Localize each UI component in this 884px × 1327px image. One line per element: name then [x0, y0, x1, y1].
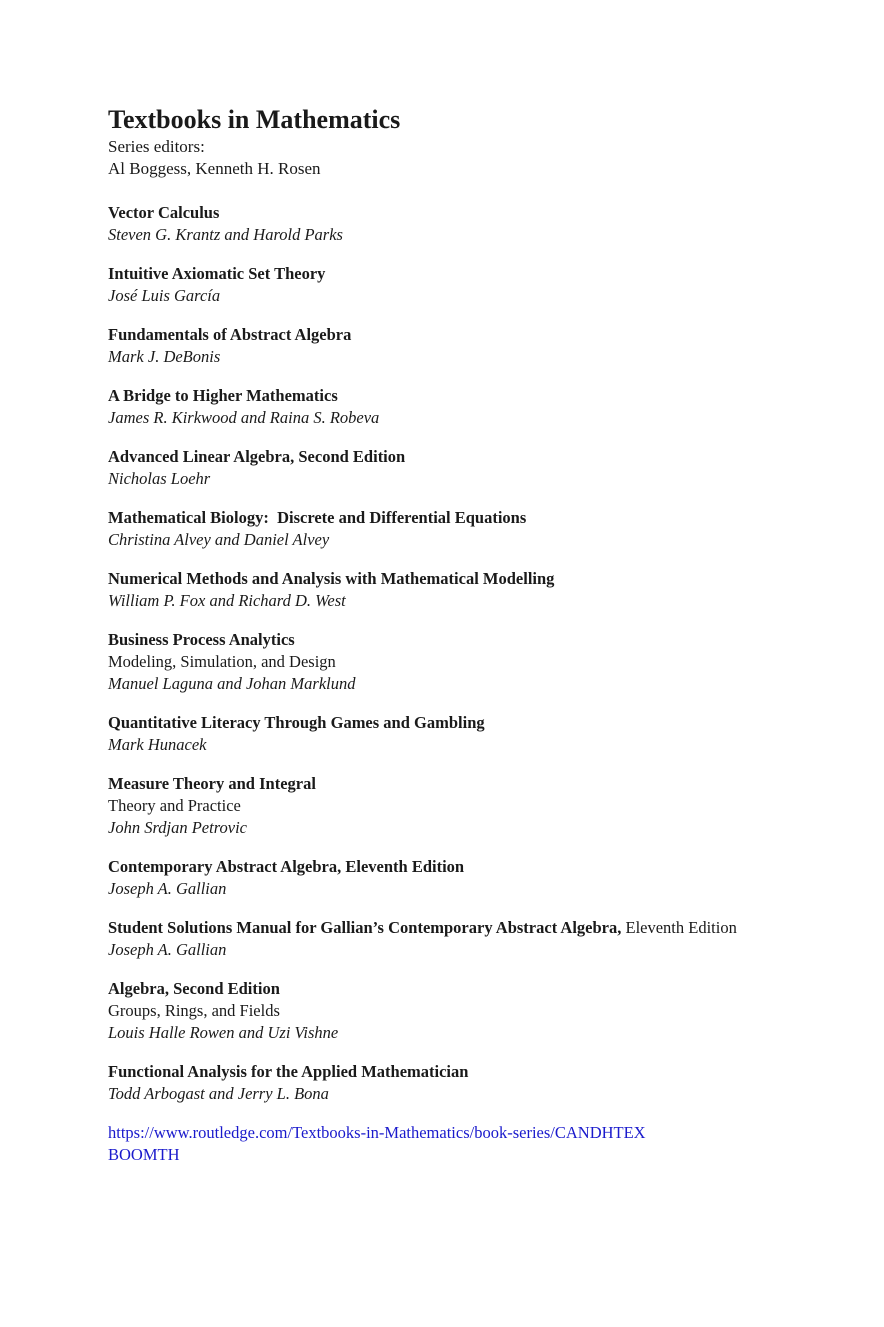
book-authors: James R. Kirkwood and Raina S. Robeva — [108, 408, 380, 427]
book-entry — [108, 712, 788, 756]
book-authors: Todd Arbogast and Jerry L. Bona — [108, 1084, 329, 1103]
book-authors: William P. Fox and Richard D. West — [108, 591, 346, 610]
book-title: Student Solutions Manual for Gallian’s Contemporary Abstract Algebra, — [108, 918, 622, 937]
series-editors-label: Series editors: — [108, 137, 205, 156]
book-title: Intuitive Axiomatic Set Theory — [108, 264, 326, 283]
book-title: Measure Theory and Integral — [108, 774, 316, 793]
book-title: Fundamentals of Abstract Algebra — [108, 325, 352, 344]
book-title: Quantitative Literacy Through Games and Gambling — [108, 713, 485, 732]
book-entry — [108, 507, 788, 551]
book-series-page — [108, 104, 788, 1166]
book-authors: Mark Hunacek — [108, 735, 207, 754]
book-entry — [108, 1061, 788, 1105]
book-authors: John Srdjan Petrovic — [108, 818, 247, 837]
book-title: Vector Calculus — [108, 203, 220, 222]
book-authors: Mark J. DeBonis — [108, 347, 221, 366]
book-authors: Manuel Laguna and Johan Marklund — [108, 674, 356, 693]
book-entry — [108, 263, 788, 307]
book-authors: Nicholas Loehr — [108, 469, 211, 488]
book-entry — [108, 568, 788, 612]
book-authors: Louis Halle Rowen and Uzi Vishne — [108, 1023, 339, 1042]
book-subtitle: Modeling, Simulation, and Design — [108, 652, 336, 671]
book-authors: Joseph A. Gallian — [108, 940, 227, 959]
book-entry — [108, 917, 788, 961]
book-title: Contemporary Abstract Algebra, Eleventh Edition — [108, 857, 465, 876]
series-title: Textbooks in Mathematics — [108, 105, 401, 134]
book-title: Algebra, Second Edition — [108, 979, 280, 998]
book-entry — [108, 324, 788, 368]
book-title: Numerical Methods and Analysis with Mathematical Modelling — [108, 569, 555, 588]
book-entry — [108, 978, 788, 1044]
book-authors: José Luis García — [108, 286, 221, 305]
book-entry — [108, 385, 788, 429]
book-list — [108, 202, 788, 1105]
series-url-link[interactable]: https://www.routledge.com/Textbooks-in-Mathematics/book-series/CANDHTEXBOOMTH — [108, 1123, 646, 1164]
book-subtitle: Groups, Rings, and Fields — [108, 1001, 280, 1020]
series-editors-names: Al Boggess, Kenneth H. Rosen — [108, 159, 321, 178]
book-entry — [108, 629, 788, 695]
book-authors: Christina Alvey and Daniel Alvey — [108, 530, 330, 549]
book-subtitle: Theory and Practice — [108, 796, 241, 815]
book-entry — [108, 856, 788, 900]
book-title: Advanced Linear Algebra, Second Edition — [108, 447, 406, 466]
book-title: Business Process Analytics — [108, 630, 295, 649]
book-title: Mathematical Biology: Discrete and Differential Equations — [108, 508, 527, 527]
book-authors: Steven G. Krantz and Harold Parks — [108, 225, 343, 244]
book-title: A Bridge to Higher Mathematics — [108, 386, 338, 405]
book-entry — [108, 773, 788, 839]
book-title-edition: Eleventh Edition — [621, 918, 737, 937]
book-entry — [108, 202, 788, 246]
book-title: Functional Analysis for the Applied Mathematician — [108, 1062, 469, 1081]
book-entry — [108, 446, 788, 490]
book-authors: Joseph A. Gallian — [108, 879, 227, 898]
